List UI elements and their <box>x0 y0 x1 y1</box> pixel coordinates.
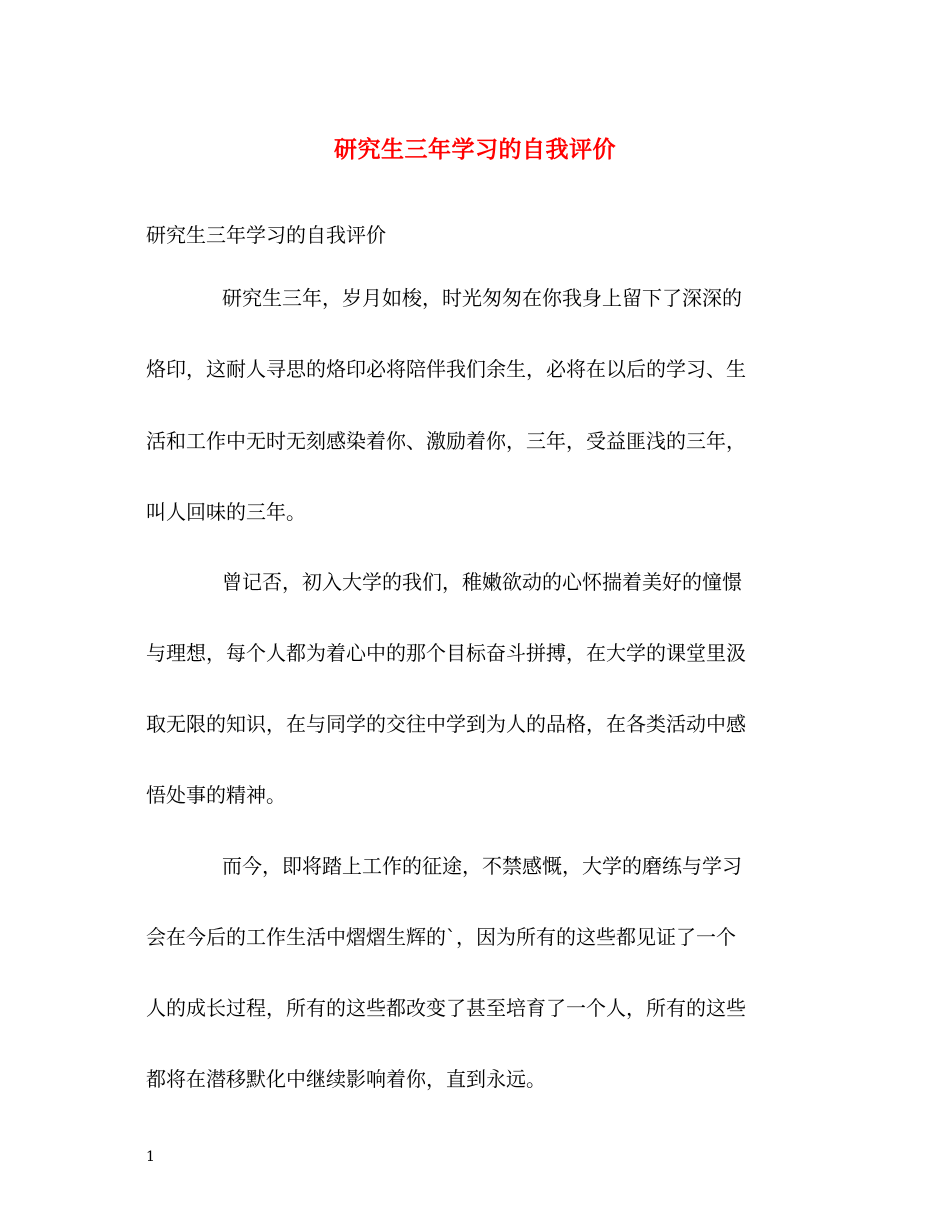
paragraph-line: 研究生三年，岁月如梭，时光匆匆在你我身上留下了深深的 <box>222 286 742 310</box>
paragraph-line: 人的成长过程，所有的这些都改变了甚至培育了一个人，所有的这些 <box>146 996 746 1020</box>
paragraph-line: 都将在潜移默化中继续影响着你，直到永远。 <box>146 1067 546 1091</box>
document-subtitle: 研究生三年学习的自我评价 <box>146 223 386 247</box>
paragraph-line: 与理想，每个人都为着心中的那个目标奋斗拼搏，在大学的课堂里汲 <box>146 641 746 665</box>
paragraph-line: 叫人回味的三年。 <box>146 500 306 524</box>
paragraph-line: 而今，即将踏上工作的征途，不禁感慨，大学的磨练与学习 <box>222 854 742 878</box>
paragraph-line: 曾记否，初入大学的我们，稚嫩欲动的心怀揣着美好的憧憬 <box>222 570 742 594</box>
paragraph-line: 会在今后的工作生活中熠熠生辉的`，因为所有的这些都见证了一个 <box>146 925 736 949</box>
paragraph-line: 取无限的知识，在与同学的交往中学到为人的品格，在各类活动中感 <box>146 712 746 736</box>
document-title: 研究生三年学习的自我评价 <box>334 136 616 163</box>
paragraph-line: 悟处事的精神。 <box>146 783 286 807</box>
paragraph-line: 烙印，这耐人寻思的烙印必将陪伴我们余生，必将在以后的学习、生 <box>146 357 746 381</box>
paragraph-line: 活和工作中无时无刻感染着你、激励着你，三年，受益匪浅的三年， <box>146 429 746 453</box>
page-number: 1 <box>146 1149 155 1165</box>
